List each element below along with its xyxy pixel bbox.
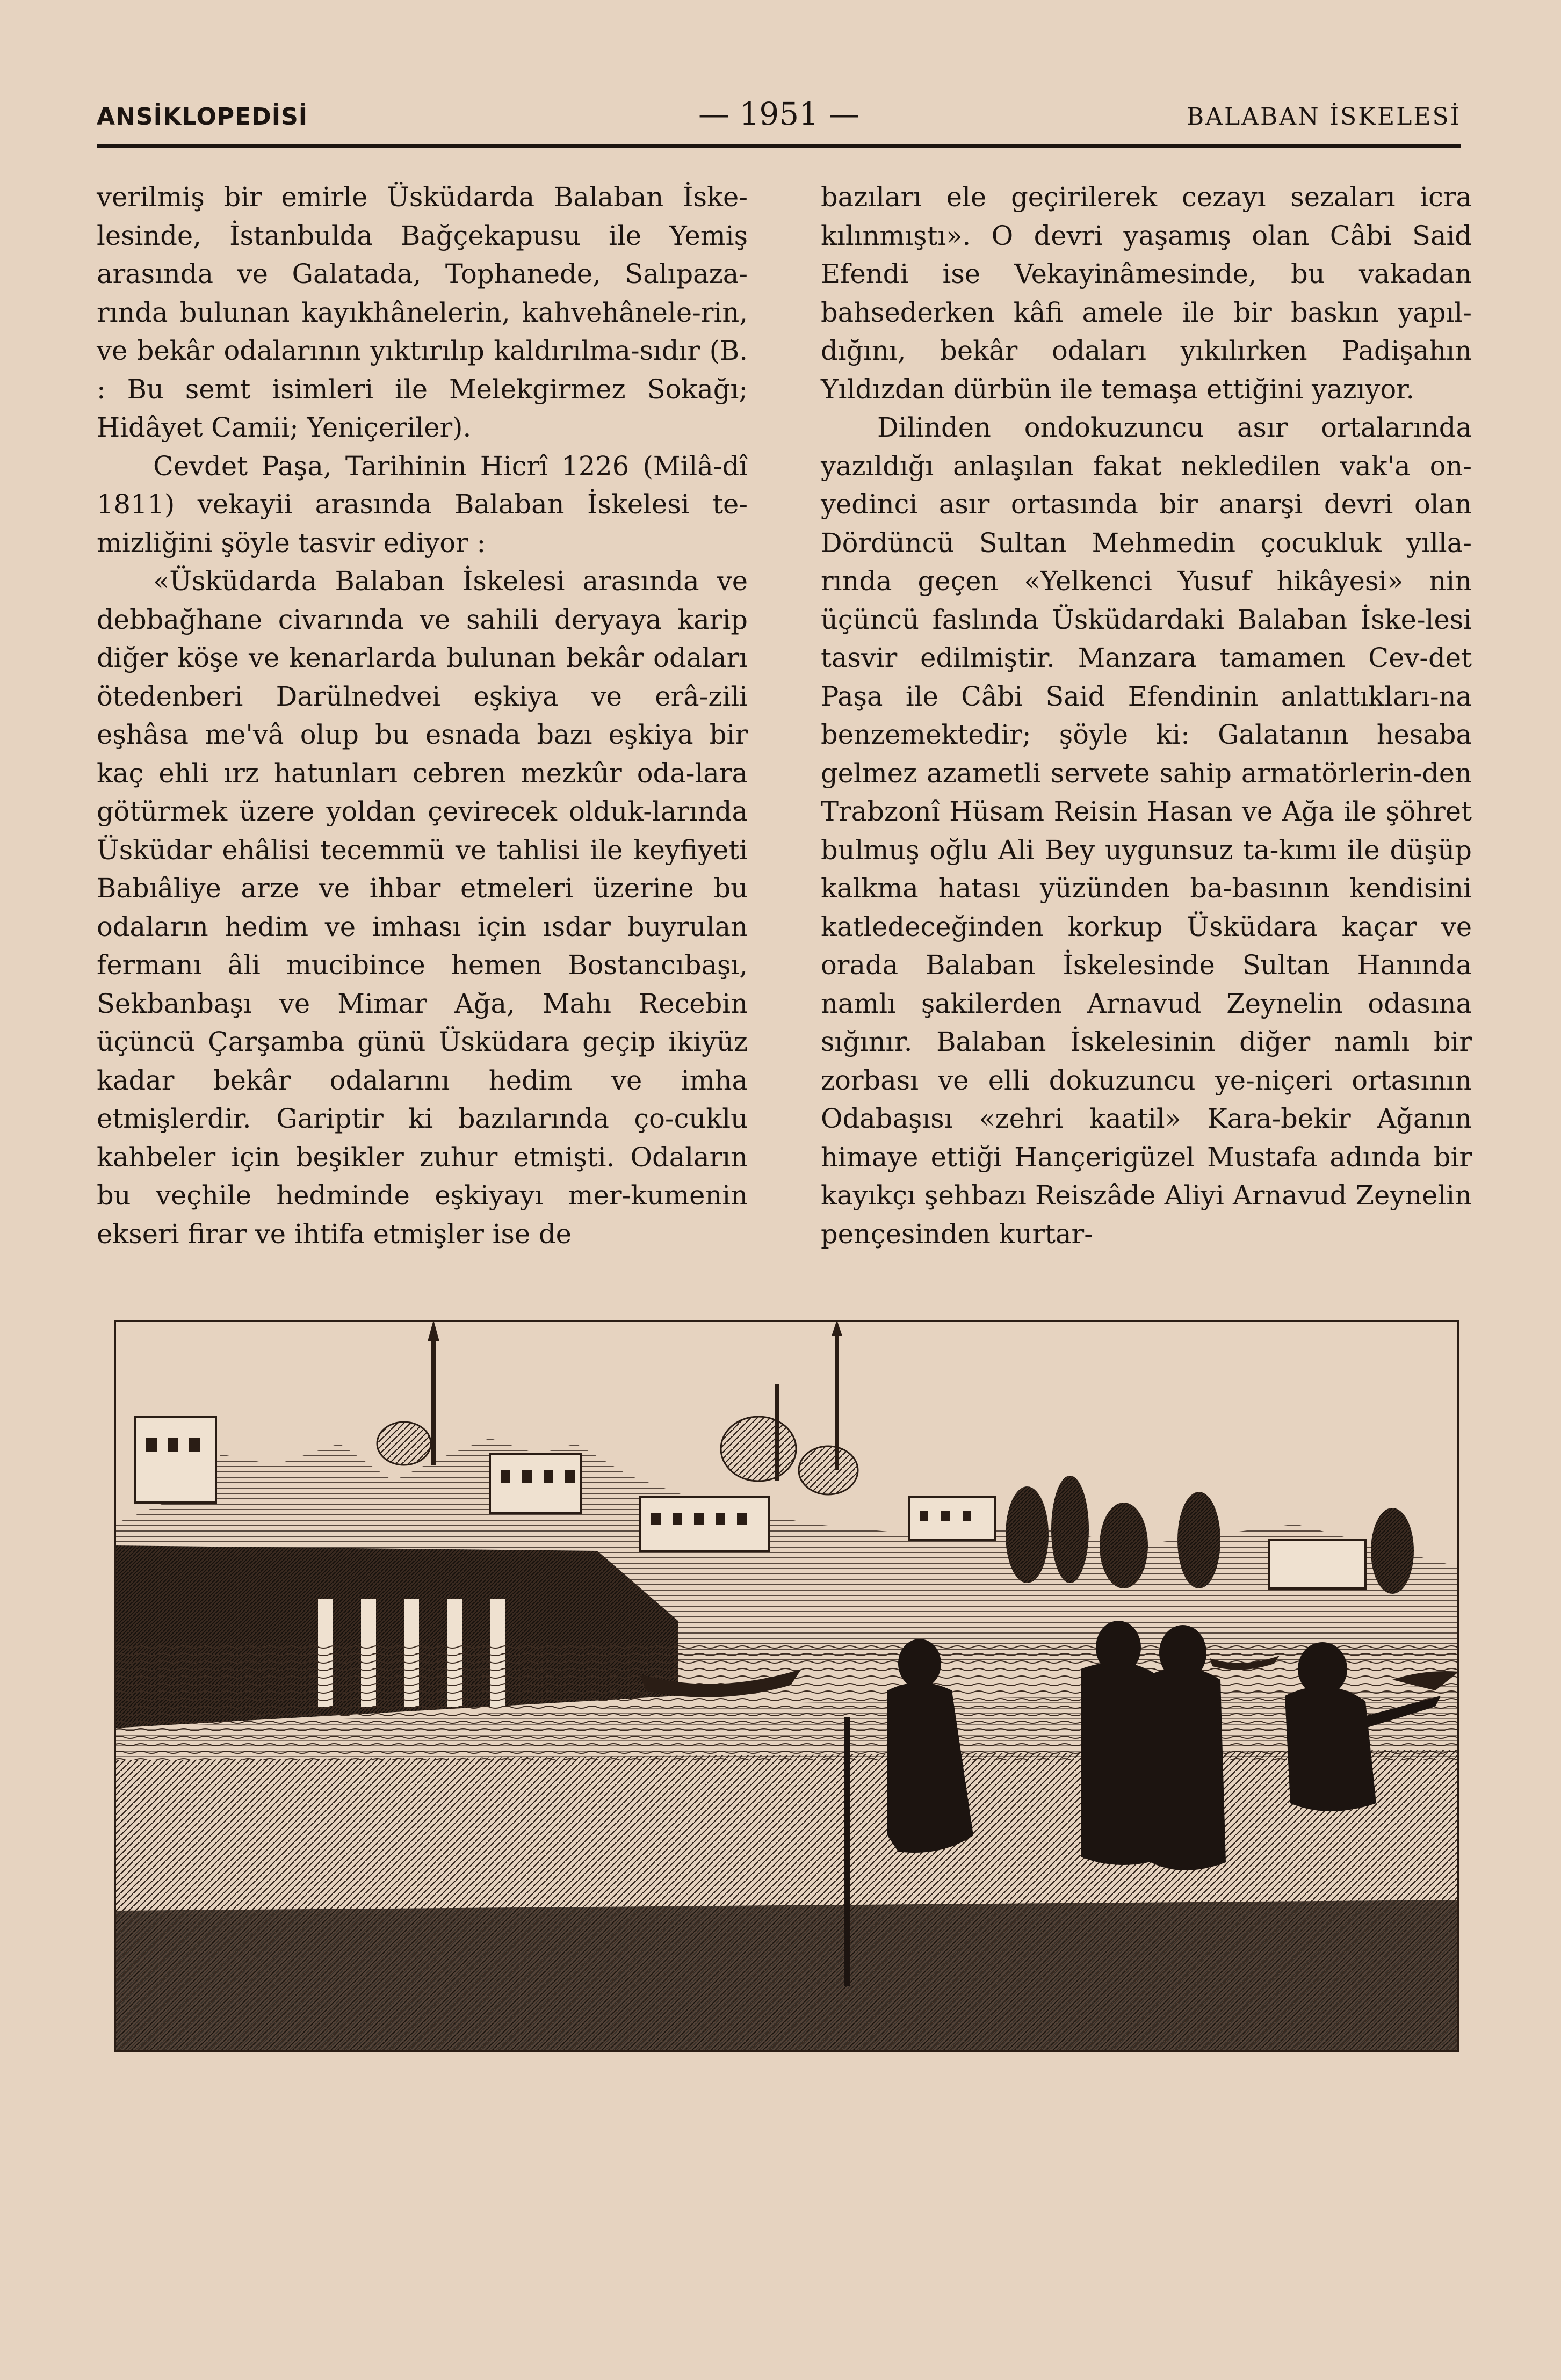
header-entry-title: BALABAN İSKELESİ <box>1186 103 1461 130</box>
left-paragraph-2: Cevdet Paşa, Tarihinin Hicrî 1226 (Milâ-dî 1811) vekayii arasında Balaban İskelesi te-mizliğini şöyle tasvir ediyor : <box>97 450 748 558</box>
left-column <box>97 178 748 1253</box>
header-rule <box>97 144 1461 148</box>
header-page-number: — 1951 — <box>698 96 860 132</box>
right-paragraph-1: bazıları ele geçirilerek cezayı sezaları icra kılınmıştı». O devri yaşamış olan Câbi Said Efendi ise Vekayinâmesinde, bu vakadan bahsederken kâfi amele ile bir baskın yapıl-dığını, bekâr odaları yıkılırken Padişahın Yıldızdan dürbün ile temaşa ettiğini yazıyor. <box>821 182 1472 405</box>
harbor-engraving-icon <box>114 1320 1459 2052</box>
running-head <box>97 96 1461 144</box>
left-paragraph-3: «Üsküdarda Balaban İskelesi arasında ve debbağhane civarında ve sahili deryaya karip diğer köşe ve kenarlarda bulunan bekâr odaları ötedenberi Darülnedvei eşkiya ve erâ-zili eşhâsa me'vâ olup bu esnada bazı eşkiya bir kaç ehli ırz hatunları cebren mezkûr oda-lara götürmek üzere yoldan çevirecek olduk-larında Üsküdar ehâlisi tecemmü ve tahlisi ile keyfiyeti Babıâliye arze ve ihbar etmeleri üzerine bu odaların hedim ve imhası için ısdar buyrulan fermanı âli mucibince hemen Bostancıbaşı, Sekbanbaşı ve Mimar Ağa, Mahı Recebin üçüncü Çarşamba günü Üsküdara geçip ikiyüz kadar bekâr odalarını hedim ve imha etmişlerdir. Gariptir ki bazılarında ço-cuklu kahbeler için beşikler zuhur etmişti. Odaların bu veçhile hedminde eşkiyayı mer-kumenin ekseri firar ve ihtifa etmişler ise de <box>97 565 748 1250</box>
right-column <box>821 178 1472 1253</box>
right-paragraph-2: Dilinden ondokuzuncu asır ortalarında yazıldığı anlaşılan fakat nekledilen vak'a on-yedinci asır ortasında bir anarşi devri olan Dördüncü Sultan Mehmedin çocukluk yılla-rında geçen «Yelkenci Yusuf hikâyesi» nin üçüncü faslında Üsküdardaki Balaban İske-lesi tasvir edilmiştir. Manzara tamamen Cev-det Paşa ile Câbi Said Efendinin anlattıkları-na benzemektedir; şöyle ki: Galatanın hesaba gelmez azametli servete sahip armatörlerin-den Trabzonî Hüsam Reisin Hasan ve Ağa ile şöhret bulmuş oğlu Ali Bey uygunsuz ta-kımı ile düşüp kalkma hatası yüzünden ba-basının kendisini katledeceğinden korkup Üsküdara kaçar ve orada Balaban İskelesinde Sultan Hanında namlı şakilerden Arnavud Zeynelin odasına sığınır. Balaban İskelesinin diğer namlı bir zorbası ve elli dokuzuncu ye-niçeri ortasının Odabaşısı «zehri kaatil» Kara-bekir Ağanın himaye ettiği Hançerigüzel Mustafa adında bir kayıkçı şehbazı Reiszâde Aliyi Arnavud Zeynelin pençesinden kurtar- <box>821 412 1472 1250</box>
left-paragraph-1: verilmiş bir emirle Üsküdarda Balaban İske-lesinde, İstanbulda Bağçekapusu ile Yemiş arasında ve Galatada, Tophanede, Salıpaza-rında bulunan kayıkhânelerin, kahvehânele-rin, ve bekâr odalarının yıktırılıp kaldırılma-sıdır (B. : Bu semt isimleri ile Melekgirmez Sokağı; Hidâyet Camii; Yeniçeriler). <box>97 182 748 443</box>
header-publication-title: ANSİKLOPEDİSİ <box>97 103 308 130</box>
engraving-illustration <box>114 1320 1459 2052</box>
